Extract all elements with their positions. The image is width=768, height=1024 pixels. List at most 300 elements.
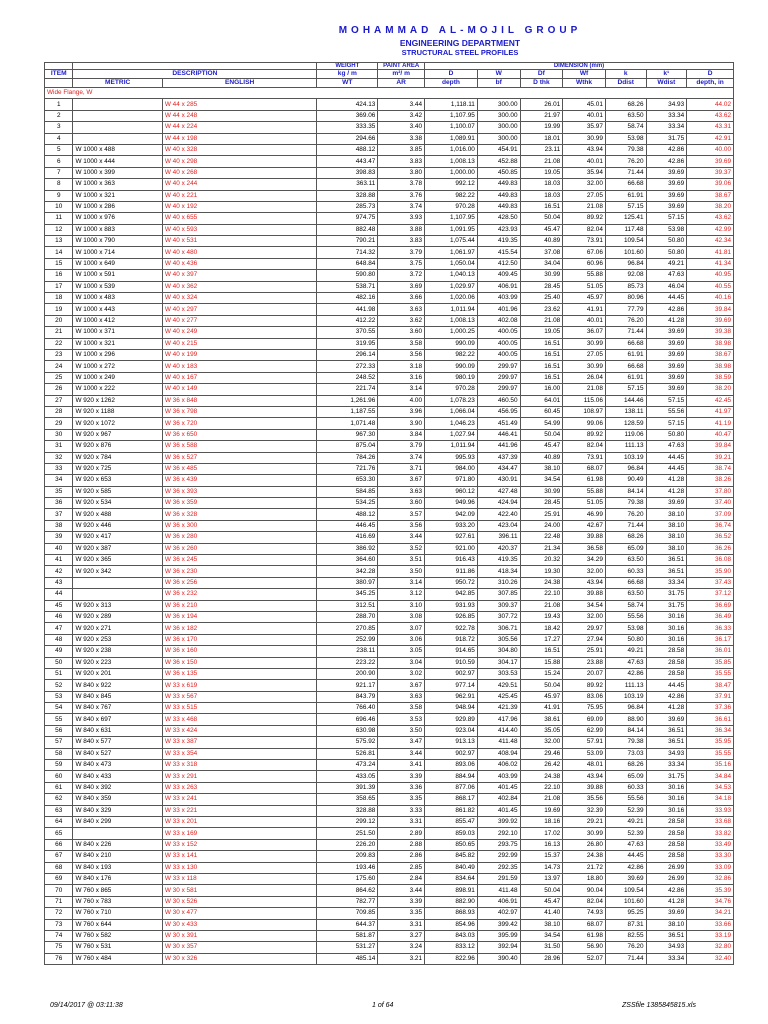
depth-in-cell: 34.76 — [687, 896, 734, 907]
weight-cell: 531.27 — [317, 942, 378, 953]
table-row — [45, 896, 734, 907]
depth-in-cell: 33.49 — [687, 839, 734, 850]
weight-cell: 714.32 — [317, 247, 378, 258]
wthk-cell: 29.97 — [563, 623, 606, 634]
depth-cell: 933.20 — [425, 520, 478, 531]
depth-in-cell: 38.26 — [687, 475, 734, 486]
item-cell: 22 — [45, 338, 73, 349]
bf-cell: 437.39 — [477, 452, 520, 463]
item-cell: 24 — [45, 361, 73, 372]
item-cell: 65 — [45, 828, 73, 839]
bf-cell: 402.08 — [477, 315, 520, 326]
wthk-cell: 30.99 — [563, 828, 606, 839]
metric-cell: W 840 x 473 — [73, 760, 162, 771]
metric-cell: W 920 x 253 — [73, 634, 162, 645]
english-cell: W 30 x 391 — [162, 930, 316, 941]
wthk-cell: 68.07 — [563, 463, 606, 474]
depth-in-cell: 36.34 — [687, 725, 734, 736]
ddist-cell: 66.68 — [605, 338, 646, 349]
area-cell: 3.27 — [378, 930, 425, 941]
area-cell: 3.08 — [378, 611, 425, 622]
wthk-cell: 29.21 — [563, 817, 606, 828]
wthk-cell: 73.91 — [563, 236, 606, 247]
depth-in-cell: 36.69 — [687, 600, 734, 611]
wthk-cell: 90.04 — [563, 885, 606, 896]
depth-cell: 982.22 — [425, 190, 478, 201]
ddist-cell: 50.80 — [605, 634, 646, 645]
metric-cell: W 760 x 484 — [73, 953, 162, 964]
table-row — [45, 942, 734, 953]
metric-cell: W 920 x 223 — [73, 657, 162, 668]
dthk-cell: 38.61 — [520, 714, 563, 725]
table-row — [45, 406, 734, 417]
table-row — [45, 156, 734, 167]
wdist-cell: 28.58 — [646, 657, 687, 668]
ddist-cell: 88.90 — [605, 714, 646, 725]
depth-cell: 948.94 — [425, 703, 478, 714]
item-cell: 7 — [45, 167, 73, 178]
section-row — [45, 88, 734, 99]
area-cell: 3.63 — [378, 691, 425, 702]
wdist-cell: 36.51 — [646, 555, 687, 566]
english-cell: W 36 x 160 — [162, 646, 316, 657]
header-row-3 — [45, 79, 734, 88]
english-cell: W 40 x 244 — [162, 179, 316, 190]
wdist-cell: 39.69 — [646, 384, 687, 395]
area-cell: 3.85 — [378, 144, 425, 155]
bf-cell: 300.00 — [477, 110, 520, 121]
ddist-cell: 44.45 — [605, 851, 646, 862]
depth-cell: 1,029.97 — [425, 281, 478, 292]
item-cell: 25 — [45, 372, 73, 383]
depth-in-cell: 34.18 — [687, 794, 734, 805]
d-header: D — [425, 70, 478, 79]
dthk-cell: 18.03 — [520, 179, 563, 190]
wdist-cell: 42.86 — [646, 144, 687, 155]
depth-in-cell: 35.55 — [687, 748, 734, 759]
weight-cell: 328.88 — [317, 190, 378, 201]
bf-cell: 411.48 — [477, 885, 520, 896]
depth-in-cell: 43.62 — [687, 110, 734, 121]
english-cell: W 33 x 169 — [162, 828, 316, 839]
depth-in-cell: 35.95 — [687, 737, 734, 748]
table-row — [45, 680, 734, 691]
bf-cell: 419.35 — [477, 555, 520, 566]
bf-cell: 309.37 — [477, 600, 520, 611]
wthk-cell: 40.01 — [563, 156, 606, 167]
depth-in-cell: 33.82 — [687, 828, 734, 839]
depth-cell: 850.65 — [425, 839, 478, 850]
dthk-cell: 22.48 — [520, 532, 563, 543]
weight-cell: 251.50 — [317, 828, 378, 839]
table-row — [45, 953, 734, 964]
metric-cell: W 840 x 193 — [73, 862, 162, 873]
depth-in-cell: 36.26 — [687, 543, 734, 554]
dthk-cell: 45.47 — [520, 896, 563, 907]
metric-cell: W 920 x 342 — [73, 566, 162, 577]
bf-cell: 429.51 — [477, 680, 520, 691]
item-cell: 17 — [45, 281, 73, 292]
wdist-cell: 57.15 — [646, 395, 687, 406]
metric-cell: W 920 x 1262 — [73, 395, 162, 406]
wdist-cell: 38.10 — [646, 919, 687, 930]
metric-cell: W 840 x 697 — [73, 714, 162, 725]
bf-cell: 427.48 — [477, 486, 520, 497]
wthk-cell: 74.93 — [563, 908, 606, 919]
table-row — [45, 349, 734, 360]
metric-cell: W 920 x 967 — [73, 429, 162, 440]
ddist-cell: 65.09 — [605, 543, 646, 554]
steel-profiles-table — [44, 62, 734, 965]
wdist-cell: 28.58 — [646, 839, 687, 850]
english-cell: W 33 x 291 — [162, 771, 316, 782]
weight-cell: 193.46 — [317, 862, 378, 873]
english-cell: W 40 x 221 — [162, 190, 316, 201]
weight-cell: 391.39 — [317, 782, 378, 793]
table-row — [45, 122, 734, 133]
table-row — [45, 463, 734, 474]
depth-in-cell: 33.66 — [687, 919, 734, 930]
dthk-cell: 29.46 — [520, 748, 563, 759]
wthk-cell: 27.05 — [563, 349, 606, 360]
wdist-cell: 34.93 — [646, 99, 687, 110]
ar-header: AR — [378, 79, 425, 88]
area-cell: 3.88 — [378, 224, 425, 235]
english-cell: W 36 x 170 — [162, 634, 316, 645]
metric-cell: W 840 x 329 — [73, 805, 162, 816]
ddist-cell: 95.25 — [605, 908, 646, 919]
metric-cell — [73, 110, 162, 121]
bf-cell: 425.45 — [477, 691, 520, 702]
wthk-cell: 75.95 — [563, 703, 606, 714]
wthk-cell: 82.04 — [563, 441, 606, 452]
dthk-cell: 54.99 — [520, 418, 563, 429]
depth-cell: 898.91 — [425, 885, 478, 896]
wdist-cell: 38.10 — [646, 543, 687, 554]
dthk-cell: 34.04 — [520, 258, 563, 269]
item-header: ITEM — [45, 70, 73, 79]
area-cell: 4.00 — [378, 395, 425, 406]
table-row — [45, 144, 734, 155]
item-cell: 46 — [45, 611, 73, 622]
depth-in-cell: 40.55 — [687, 281, 734, 292]
ddist-cell: 60.33 — [605, 566, 646, 577]
ddist-cell: 65.09 — [605, 771, 646, 782]
area-cell: 3.67 — [378, 475, 425, 486]
area-cell: 3.24 — [378, 942, 425, 953]
area-cell: 3.10 — [378, 600, 425, 611]
depth-cell: 1,011.94 — [425, 441, 478, 452]
wthk-cell: 53.09 — [563, 748, 606, 759]
bf-cell: 406.02 — [477, 760, 520, 771]
bf-cell: 300.00 — [477, 133, 520, 144]
depth-cell: 843.03 — [425, 930, 478, 941]
english-cell: W 36 x 135 — [162, 668, 316, 679]
ddist-cell: 111.13 — [605, 680, 646, 691]
weight-cell: 200.90 — [317, 668, 378, 679]
depth-in-cell: 37.40 — [687, 498, 734, 509]
table-row — [45, 293, 734, 304]
dthk-cell: 20.32 — [520, 555, 563, 566]
bf-cell: 449.83 — [477, 190, 520, 201]
depth-in-cell: 39.38 — [687, 327, 734, 338]
depth-cell: 990.09 — [425, 361, 478, 372]
ddist-cell: 68.26 — [605, 99, 646, 110]
depth-cell: 942.85 — [425, 589, 478, 600]
wdist-cell: 39.69 — [646, 338, 687, 349]
item-cell: 45 — [45, 600, 73, 611]
dthk-cell: 30.99 — [520, 486, 563, 497]
depth-cell: 916.43 — [425, 555, 478, 566]
depth-in-cell: 38.47 — [687, 680, 734, 691]
bf-cell: 411.48 — [477, 737, 520, 748]
wdist-cell: 39.69 — [646, 327, 687, 338]
metric-cell: W 840 x 577 — [73, 737, 162, 748]
area-cell: 3.06 — [378, 634, 425, 645]
wdist-cell: 44.45 — [646, 680, 687, 691]
bf-cell: 293.75 — [477, 839, 520, 850]
table-row — [45, 885, 734, 896]
table-row — [45, 817, 734, 828]
item-cell: 21 — [45, 327, 73, 338]
wthk-cell: 61.98 — [563, 930, 606, 941]
table-row — [45, 782, 734, 793]
weight-header: WEIGHT — [317, 63, 378, 70]
item-cell: 3 — [45, 122, 73, 133]
depth-in-cell: 43.31 — [687, 122, 734, 133]
wdist-cell: 28.58 — [646, 851, 687, 862]
depth-in-cell: 35.39 — [687, 885, 734, 896]
dthk-cell: 40.89 — [520, 236, 563, 247]
ddist-cell: 76.20 — [605, 942, 646, 953]
ddist-cell: 144.46 — [605, 395, 646, 406]
footer-page: 1 of 64 — [372, 1002, 394, 1009]
weight-cell: 534.25 — [317, 498, 378, 509]
wdist-cell: 50.80 — [646, 429, 687, 440]
area-cell: 3.69 — [378, 281, 425, 292]
english-cell: W 33 x 263 — [162, 782, 316, 793]
weight-cell: 424.13 — [317, 99, 378, 110]
bf-cell: 456.95 — [477, 406, 520, 417]
item-cell: 32 — [45, 452, 73, 463]
ddist-cell: 77.79 — [605, 304, 646, 315]
english-cell: W 36 x 260 — [162, 543, 316, 554]
ddist-cell: 119.06 — [605, 429, 646, 440]
weight-cell: 398.83 — [317, 167, 378, 178]
dthk-cell: 23.62 — [520, 304, 563, 315]
weight-cell: 864.62 — [317, 885, 378, 896]
wdist-cell: 41.28 — [646, 315, 687, 326]
depth-cell: 970.28 — [425, 384, 478, 395]
ddist-cell: 61.91 — [605, 372, 646, 383]
table-row — [45, 930, 734, 941]
area-cell: 3.93 — [378, 213, 425, 224]
metric-cell: W 840 x 359 — [73, 794, 162, 805]
weight-cell: 446.45 — [317, 520, 378, 531]
weight-cell: 584.85 — [317, 486, 378, 497]
item-cell: 63 — [45, 805, 73, 816]
dthk-cell: 14.73 — [520, 862, 563, 873]
weight-cell: 272.33 — [317, 361, 378, 372]
depth-cell: 1,000.25 — [425, 327, 478, 338]
english-cell: W 44 x 285 — [162, 99, 316, 110]
table-row — [45, 555, 734, 566]
ddist-cell: 57.15 — [605, 384, 646, 395]
bf-cell: 424.94 — [477, 498, 520, 509]
item-cell: 37 — [45, 509, 73, 520]
wdist-cell: 26.99 — [646, 873, 687, 884]
item-cell: 67 — [45, 851, 73, 862]
item-cell: 33 — [45, 463, 73, 474]
wdist-cell: 28.58 — [646, 817, 687, 828]
metric-cell — [73, 828, 162, 839]
depth-cell: 977.14 — [425, 680, 478, 691]
english-cell: W 36 x 230 — [162, 566, 316, 577]
wdist-cell: 26.99 — [646, 862, 687, 873]
depth-in-cell: 38.20 — [687, 201, 734, 212]
depth-in-cell: 42.45 — [687, 395, 734, 406]
wdist-cell: 39.69 — [646, 714, 687, 725]
dthk-cell: 25.91 — [520, 509, 563, 520]
item-cell: 50 — [45, 657, 73, 668]
depth-cell: 840.49 — [425, 862, 478, 873]
bf-cell: 423.93 — [477, 224, 520, 235]
wdist-cell: 31.75 — [646, 589, 687, 600]
wthk-cell: 40.01 — [563, 315, 606, 326]
english-cell: W 36 x 182 — [162, 623, 316, 634]
weight-cell: 875.04 — [317, 441, 378, 452]
area-cell: 3.18 — [378, 361, 425, 372]
bf-cell: 450.85 — [477, 167, 520, 178]
ddist-cell: 71.44 — [605, 327, 646, 338]
depth-in-cell: 41.19 — [687, 418, 734, 429]
area-cell: 3.38 — [378, 133, 425, 144]
weight-cell: 333.35 — [317, 122, 378, 133]
english-cell: W 40 x 397 — [162, 270, 316, 281]
english-cell: W 30 x 326 — [162, 953, 316, 964]
item-cell: 5 — [45, 144, 73, 155]
table-row — [45, 737, 734, 748]
depth-in-cell: 36.52 — [687, 532, 734, 543]
english-cell: W 44 x 198 — [162, 133, 316, 144]
english-cell: W 33 x 201 — [162, 817, 316, 828]
area-cell: 2.89 — [378, 828, 425, 839]
weight-cell: 221.74 — [317, 384, 378, 395]
bf-cell: 423.04 — [477, 520, 520, 531]
item-cell: 20 — [45, 315, 73, 326]
table-row — [45, 611, 734, 622]
dthk-cell: 21.08 — [520, 315, 563, 326]
area-cell: 3.07 — [378, 623, 425, 634]
english-cell: W 33 x 424 — [162, 725, 316, 736]
bf-cell: 396.11 — [477, 532, 520, 543]
depth-cell: 893.06 — [425, 760, 478, 771]
item-cell: 76 — [45, 953, 73, 964]
depth-cell: 859.03 — [425, 828, 478, 839]
english-cell: W 36 x 393 — [162, 486, 316, 497]
wthk-cell: 35.56 — [563, 794, 606, 805]
depth-in-cell: 36.49 — [687, 611, 734, 622]
area-cell: 3.31 — [378, 919, 425, 930]
item-cell: 40 — [45, 543, 73, 554]
table-row — [45, 862, 734, 873]
depth-in-cell: 36.61 — [687, 714, 734, 725]
ddist-cell: 55.56 — [605, 794, 646, 805]
table-row — [45, 851, 734, 862]
bf-cell: 291.59 — [477, 873, 520, 884]
english-cell: W 33 x 241 — [162, 794, 316, 805]
area-cell: 3.52 — [378, 543, 425, 554]
metric-cell: W 1000 x 272 — [73, 361, 162, 372]
english-cell: W 40 x 593 — [162, 224, 316, 235]
english-cell: W 36 x 256 — [162, 577, 316, 588]
item-cell: 4 — [45, 133, 73, 144]
wthk-cell: 82.04 — [563, 224, 606, 235]
item-cell: 70 — [45, 885, 73, 896]
item-cell: 27 — [45, 395, 73, 406]
table-row — [45, 589, 734, 600]
weight-cell: 482.16 — [317, 293, 378, 304]
wdist-cell: 39.69 — [646, 167, 687, 178]
wthk-cell: 43.94 — [563, 577, 606, 588]
depth-cell: 1,008.13 — [425, 156, 478, 167]
ddist-header: Ddist — [605, 79, 646, 88]
weight-cell: 248.52 — [317, 372, 378, 383]
table-row — [45, 395, 734, 406]
dthk-cell: 15.88 — [520, 657, 563, 668]
weight-cell: 581.87 — [317, 930, 378, 941]
metric-cell: W 920 x 313 — [73, 600, 162, 611]
metric-cell: W 760 x 531 — [73, 942, 162, 953]
ddist-cell: 96.84 — [605, 258, 646, 269]
depth-in-cell: 37.43 — [687, 577, 734, 588]
weight-cell: 370.55 — [317, 327, 378, 338]
area-cell: 3.63 — [378, 304, 425, 315]
wthk-cell: 39.88 — [563, 782, 606, 793]
ddist-cell: 84.14 — [605, 486, 646, 497]
depth-cell: 854.96 — [425, 919, 478, 930]
bf-cell: 451.49 — [477, 418, 520, 429]
ddist-cell: 73.03 — [605, 748, 646, 759]
item-cell: 62 — [45, 794, 73, 805]
area-cell: 3.83 — [378, 156, 425, 167]
table-row — [45, 498, 734, 509]
wdist-cell: 39.69 — [646, 908, 687, 919]
dthk-cell: 16.51 — [520, 201, 563, 212]
english-cell: W 33 x 468 — [162, 714, 316, 725]
area-cell: 3.50 — [378, 725, 425, 736]
metric-cell: W 1000 x 539 — [73, 281, 162, 292]
metric-cell: W 1000 x 976 — [73, 213, 162, 224]
table-row — [45, 919, 734, 930]
depth-in-cell: 35.16 — [687, 760, 734, 771]
depth-cell: 913.13 — [425, 737, 478, 748]
ddist-cell: 76.20 — [605, 156, 646, 167]
table-row — [45, 190, 734, 201]
wthk-cell: 89.92 — [563, 680, 606, 691]
dimension-header: DIMENSION (mm) — [425, 63, 734, 70]
wt-header: WT — [317, 79, 378, 88]
wthk-cell: 30.99 — [563, 338, 606, 349]
depth-cell: 868.93 — [425, 908, 478, 919]
table-row — [45, 475, 734, 486]
depth-in-cell: 40.47 — [687, 429, 734, 440]
depth-cell: 1,020.06 — [425, 293, 478, 304]
dthk-cell: 34.54 — [520, 475, 563, 486]
metric-cell: W 1000 x 399 — [73, 167, 162, 178]
table-row — [45, 668, 734, 679]
english-cell: W 40 x 215 — [162, 338, 316, 349]
